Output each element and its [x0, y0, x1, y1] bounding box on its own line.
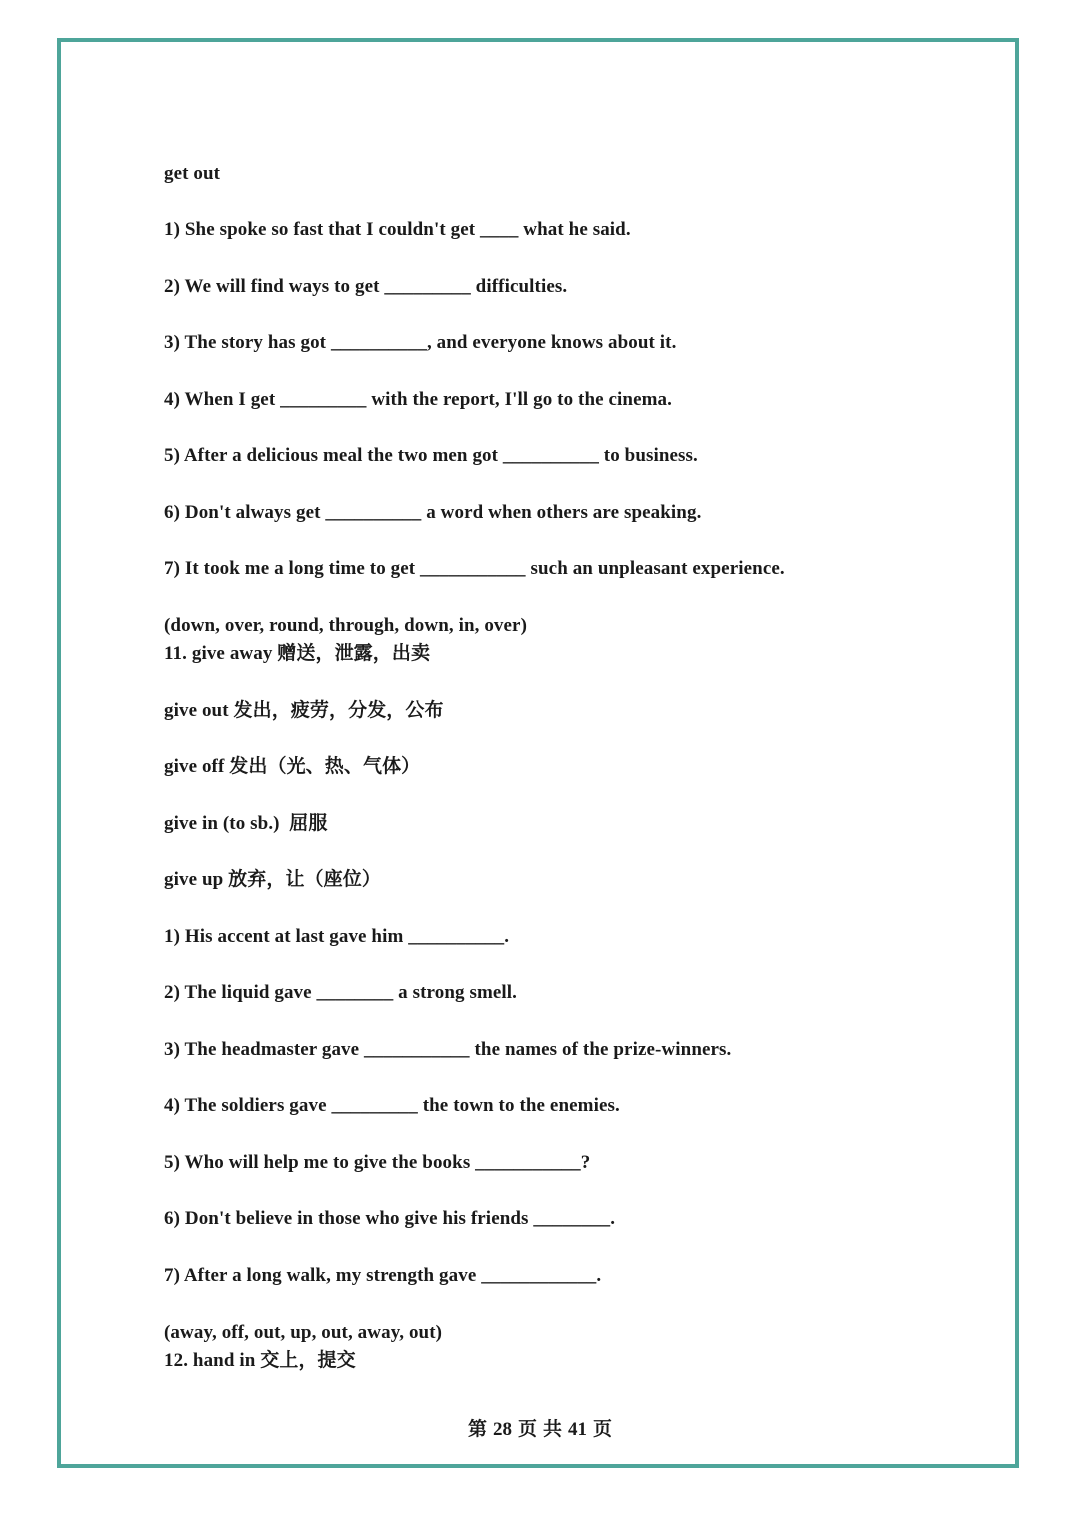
- section-heading-get-out: get out: [164, 163, 221, 184]
- footer-word: 共: [543, 1419, 563, 1440]
- phrase-definition: give off 发出（光、热、气体）: [164, 756, 421, 777]
- footer-word: 第: [467, 1419, 487, 1440]
- exercise-item: 6) Don't always get __________ a word when others are speaking.: [164, 502, 702, 523]
- total-pages: 41: [568, 1419, 588, 1440]
- exercise-item: 2) We will find ways to get _________ difficulties.: [164, 276, 568, 297]
- exercise-item: 7) After a long walk, my strength gave ____________.: [164, 1265, 602, 1286]
- exercise-item: 7) It took me a long time to get ___________ such an unpleasant experience.: [164, 558, 785, 579]
- section-heading-give-away: 11. give away 赠送，泄露，出卖: [164, 643, 431, 664]
- section-heading-hand-in: 12. hand in 交上，提交: [164, 1350, 356, 1371]
- phrase-definition: give out 发出，疲劳，分发，公布: [164, 700, 444, 721]
- page-border: [57, 38, 1019, 1468]
- exercise-item: 1) She spoke so fast that I couldn't get ____ what he said.: [164, 219, 631, 240]
- phrase-definition: give up 放弃，让（座位）: [164, 869, 381, 890]
- exercise-item: 6) Don't believe in those who give his friends ________.: [164, 1208, 616, 1229]
- exercise-item: 1) His accent at last gave him __________.: [164, 926, 510, 947]
- phrase-definition: give in (to sb.) 屈服: [164, 813, 328, 834]
- page-number: 28: [492, 1419, 512, 1440]
- footer-word: 页: [517, 1419, 537, 1440]
- exercise-item: 4) When I get _________ with the report, I'll go to the cinema.: [164, 389, 672, 410]
- exercise-item: 3) The headmaster gave ___________ the names of the prize-winners.: [164, 1039, 732, 1060]
- exercise-item: 4) The soldiers gave _________ the town to the enemies.: [164, 1095, 620, 1116]
- page-footer: [0, 1418, 1080, 1442]
- exercise-item: 5) Who will help me to give the books ___________?: [164, 1152, 591, 1173]
- footer-word: 页: [593, 1419, 613, 1440]
- exercise-item: 2) The liquid gave ________ a strong smell.: [164, 982, 518, 1003]
- exercise-item: 3) The story has got __________, and everyone knows about it.: [164, 332, 677, 353]
- answer-key: (down, over, round, through, down, in, over): [164, 615, 528, 636]
- answer-key: (away, off, out, up, out, away, out): [164, 1322, 443, 1343]
- exercise-item: 5) After a delicious meal the two men got __________ to business.: [164, 445, 698, 466]
